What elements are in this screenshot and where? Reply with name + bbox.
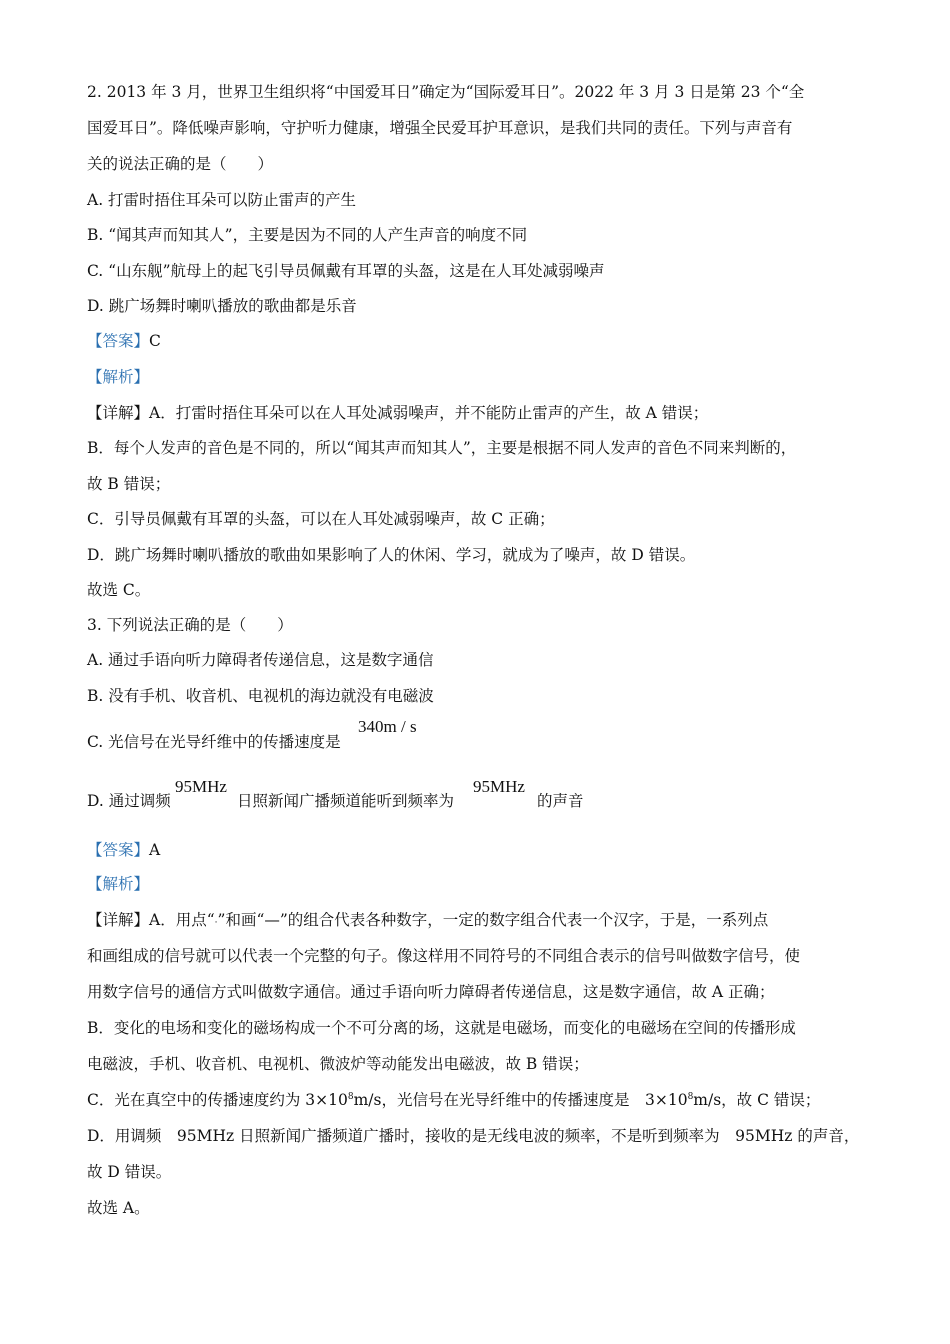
q3-answer-mark: 【答案】 <box>87 841 150 859</box>
q3-option-b: B. 没有手机、收音机、电视机的海边就没有电磁波 <box>87 687 434 705</box>
q2-answer-value: C <box>149 332 161 350</box>
q3-detail-b-line-1: B．变化的电场和变化的磁场构成一个不可分离的场，这就是电磁场，而变化的电磁场在空间的传播形成 <box>87 1019 796 1037</box>
q3-detail-c-part-3: m/s，故 C 错误； <box>693 1091 821 1109</box>
q2-answer-mark: 【答案】 <box>87 332 150 350</box>
q3-stem: 3. 下列说法正确的是（ ） <box>87 616 293 634</box>
q3-option-d-mid: 日照新闻广播频道能听到频率为 <box>237 792 455 810</box>
q2-detail-c: C．引导员佩戴有耳罩的头盔，可以在人耳处减弱噪声，故 C 正确； <box>87 510 555 528</box>
q3-option-d-formula-2: 95MHz <box>473 777 525 796</box>
q3-option-a: A. 通过手语向听力障碍者传递信息，这是数字通信 <box>87 651 434 669</box>
q2-detail-mark: 【详解】 <box>87 404 150 422</box>
q2-answer <box>87 331 161 351</box>
q3-conclusion: 故选 A。 <box>87 1199 150 1217</box>
q2-stem-line-2: 国爱耳日”。降低噪声影响，守护听力健康，增强全民爱耳护耳意识，是我们共同的责任。下列与声音有 <box>87 119 793 137</box>
q2-option-a: A. 打雷时捂住耳朵可以防止雷声的产生 <box>87 191 357 209</box>
q2-detail-b-line-1: B．每个人发声的音色是不同的，所以“闻其声而知其人”，主要是根据不同人发声的音色不同来判断的， <box>87 439 797 457</box>
q3-detail-c-part-2: m/s，光信号在光导纤维中的传播速度是 3×10 <box>353 1091 688 1109</box>
q3-analysis-mark: 【解析】 <box>87 875 150 893</box>
q2-detail-a <box>87 403 708 423</box>
q3-detail-c-part-1: C．光在真空中的传播速度约为 3×10 <box>87 1091 348 1109</box>
q3-detail-d-line-1: D．用调频 95MHz 日照新闻广播频道广播时，接收的是无线电波的频率，不是听到频率为 95MHz 的声音， <box>87 1127 860 1145</box>
q2-analysis <box>87 367 149 387</box>
q3-detail-a-line-3: 用数字信号的通信方式叫做数字通信。通过手语向听力障碍者传递信息，这是数字通信，故 A 正确； <box>87 983 775 1001</box>
q2-conclusion: 故选 C。 <box>87 581 151 599</box>
q3-detail-a-dot: · <box>214 918 218 928</box>
q3-option-d-pre: D. 通过调频 <box>87 792 171 810</box>
q3-answer <box>87 840 160 860</box>
q3-option-c: C. 光信号在光导纤维中的传播速度是 <box>87 733 341 751</box>
q3-detail-mark: 【详解】 <box>87 911 150 929</box>
q3-option-c-formula: 340m / s <box>358 717 417 736</box>
q3-detail-c <box>87 1090 820 1110</box>
q3-detail-a-line-2: 和画组成的信号就可以代表一个完整的句子。像这样用不同符号的不同组合表示的信号叫做数字信号，使 <box>87 947 801 965</box>
q2-option-b: B. “闻其声而知其人”，主要是因为不同的人产生声音的响度不同 <box>87 226 528 244</box>
q2-detail-b-line-2: 故 B 错误； <box>87 475 171 493</box>
q3-answer-value: A <box>149 841 161 859</box>
q3-detail-c-exponent-2: 8 <box>687 1092 694 1102</box>
q2-stem-line-1: 2. 2013 年 3 月，世界卫生组织将“中国爱耳日”确定为“国际爱耳日”。2022 年 3 月 3 日是第 23 个“全 <box>87 83 805 101</box>
q3-option-d-formula-1: 95MHz <box>175 777 227 796</box>
q2-detail-a-text: A．打雷时捂住耳朵可以在人耳处减弱噪声，并不能防止雷声的产生，故 A 错误； <box>149 404 709 422</box>
q2-option-d: D. 跳广场舞时喇叭播放的歌曲都是乐音 <box>87 297 357 315</box>
q2-stem-line-3: 关的说法正确的是（ ） <box>87 155 274 173</box>
q2-detail-d: D．跳广场舞时喇叭播放的歌曲如果影响了人的休闲、学习，就成为了噪声，故 D 错误。 <box>87 546 696 564</box>
q3-detail-c-exponent-1: 8 <box>347 1092 354 1102</box>
q3-detail-a-line-1 <box>87 910 768 933</box>
q2-option-c: C. “山东舰”航母上的起飞引导员佩戴有耳罩的头盔，这是在人耳处减弱噪声 <box>87 262 605 280</box>
q2-analysis-mark: 【解析】 <box>87 368 150 386</box>
q3-option-d-post: 的声音 <box>537 792 584 810</box>
q3-detail-a-pre: A．用点“ <box>149 911 215 929</box>
q3-detail-d-line-2: 故 D 错误。 <box>87 1163 172 1181</box>
q3-detail-a-post: ”和画“—”的组合代表各种数字，一定的数字组合代表一个汉字，于是，一系列点 <box>217 911 769 929</box>
q3-analysis <box>87 874 149 894</box>
q3-detail-b-line-2: 电磁波，手机、收音机、电视机、微波炉等动能发出电磁波，故 B 错误； <box>87 1055 589 1073</box>
